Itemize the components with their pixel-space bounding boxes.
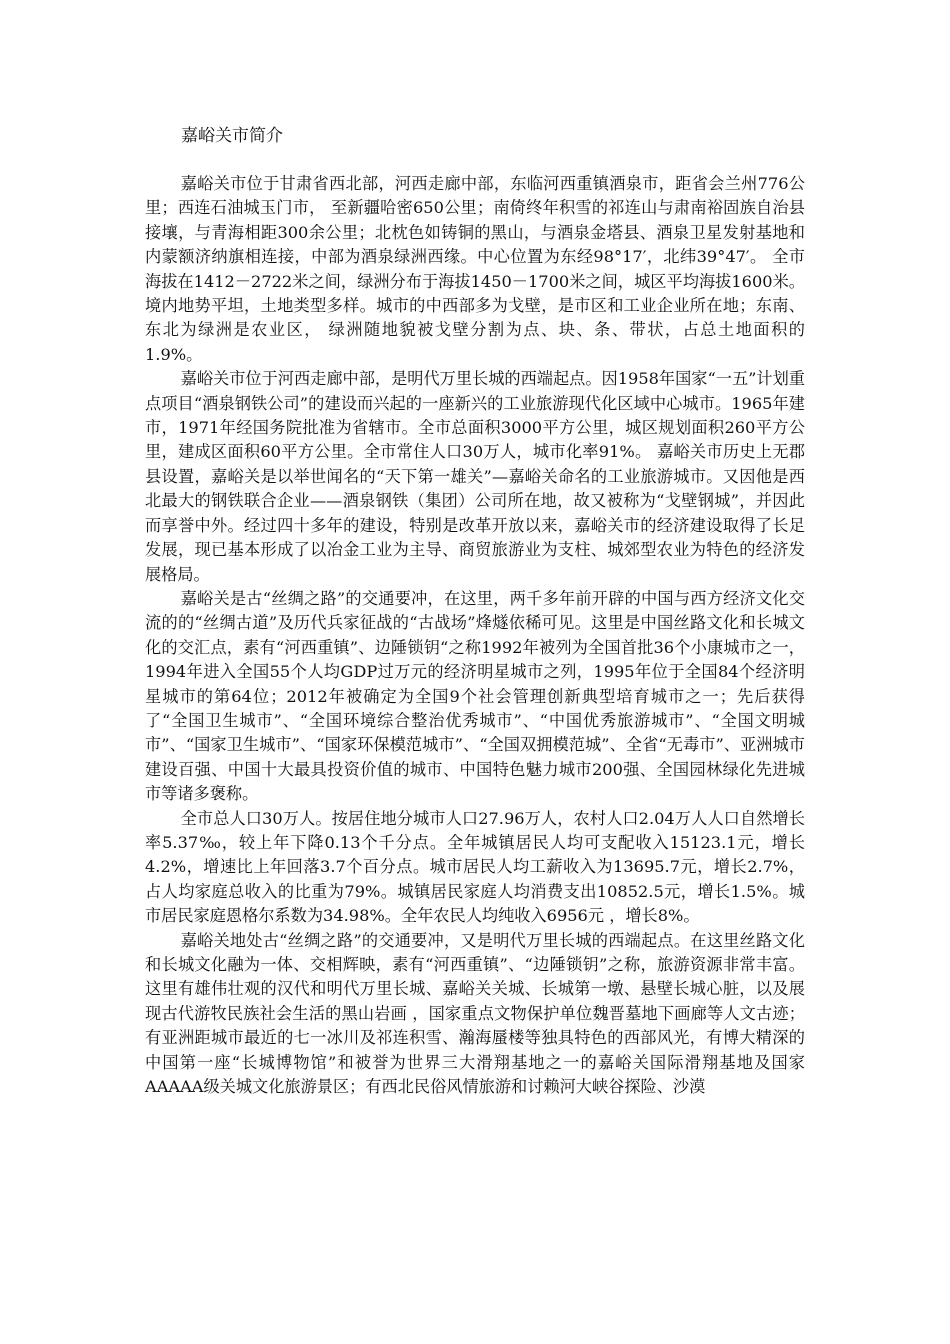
document-body <box>145 172 805 1099</box>
page-title: 嘉峪关市简介 <box>181 126 283 146</box>
paragraph-location: 嘉峪关市位于甘肃省西北部，河西走廊中部，东临河西重镇酒泉市，距省会兰州776公里；西连石油城玉门市， 至新疆哈密650公里；南倚终年积雪的祁连山与肃南裕固族自治县接壤，与青海相距300余公里；北枕色如铸铜的黑山，与酒泉金塔县、酒泉卫星发射基地和内蒙额济纳旗相连接，中部为酒泉绿洲西缘。中心位置为东经98°17′，北纬39°47′。 全市海拔在1412－2722米之间，绿洲分布于海拔1450－1700米之间，城区平均海拔1600米。 境内地势平坦，土地类型多样。城市的中西部多为戈壁，是市区和工业企业所在地；东南、东北为绿洲是农业区， 绿洲随地貌被戈壁分割为点、块、条、带状，占总土地面积的1.9%。 <box>145 174 805 364</box>
paragraph-history: 嘉峪关市位于河西走廊中部，是明代万里长城的西端起点。因1958年国家“一五”计划重点项目“酒泉钢铁公司”的建设而兴起的一座新兴的工业旅游现代化区域中心城市。1965年建市，1971年经国务院批准为省辖市。全市总面积3000平方公里，城区规划面积260平方公里，建成区面积60平方公里。全市常住人口30万人，城市化率91%。 嘉峪关市历史上无郡县设置，嘉峪关是以举世闻名的“天下第一雄关”—嘉峪关命名的工业旅游城市。又因他是西北最大的钢铁联合企业——酒泉钢铁（集团）公司所在地，故又被称为“戈壁钢城”，并因此而享誉中外。经过四十多年的建设，特别是改革开放以来，嘉峪关市的经济建设取得了长足发展，现已基本形成了以冶金工业为主导、商贸旅游业为支柱、城郊型农业为特色的经济发展格局。 <box>145 369 805 584</box>
paragraph-population-economy: 全市总人口30万人。按居住地分城市人口27.96万人，农村人口2.04万人人口自然增长率5.37‰，较上年下降0.13个千分点。全年城镇居民人均可支配收入15123.1元，增长4.2%，增速比上年回落3.7个百分点。城市居民人均工薪收入为13695.7元，增长2.7%，占人均家庭总收入的比重为79%。城镇居民家庭人均消费支出10852.5元，增长1.5%。城市居民家庭恩格尔系数为34.98%。全年农民人均纯收入6956元 ，增长8%。 <box>145 808 805 926</box>
paragraph-tourism: 嘉峪关地处古“丝绸之路”的交通要冲，又是明代万里长城的西端起点。在这里丝路文化和长城文化融为一体、交相辉映，素有“河西重镇”、“边陲锁钥”之称，旅游资源非常丰富。 这里有雄伟壮观的汉代和明代万里长城、嘉峪关关城、长城第一墩、悬壁长城心脏，以及展现古代游牧民族社会生活的黑山岩画 ，国家重点文物保护单位魏晋墓地下画廊等人文古迹； 有亚洲距城市最近的七一冰川及祁连积雪、瀚海蜃楼等独具特色的西部风光，有博大精深的中国第一座“长城博物馆”和被誉为世界三大滑翔基地之一的嘉峪关国际滑翔基地及国家AAAAA级关城文化旅游景区；有西北民俗风情旅游和讨赖河大峡谷探险、沙漠 <box>145 930 805 1097</box>
paragraph-culture-honors: 嘉峪关是古“丝绸之路”的交通要冲，在这里，两千多年前开辟的中国与西方经济文化交流的的“丝绸古道”及历代兵家征战的“古战场”烽燧依稀可见。这里是中国丝路文化和长城文化的交汇点，素有“河西重镇”、边陲锁钥“之称1992年被列为全国首批36个小康城市之一，1994年进入全国55个人均GDP过万元的经济明星城市之列，1995年位于全国84个经济明星城市的第64位；2012年被确定为全国9个社会管理创新典型培育城市之一；先后获得了“全国卫生城市”、“全国环境综合整治优秀城市”、“中国优秀旅游城市”、“全国文明城市”、“国家卫生城市”、“国家环保模范城市”、“全国双拥模范城”、全省“无毒市”、亚洲城市建设百强、中国十大最具投资价值的城市、中国特色魅力城市200强、全国园林绿化先进城市等诸多褒称。 <box>145 588 805 804</box>
